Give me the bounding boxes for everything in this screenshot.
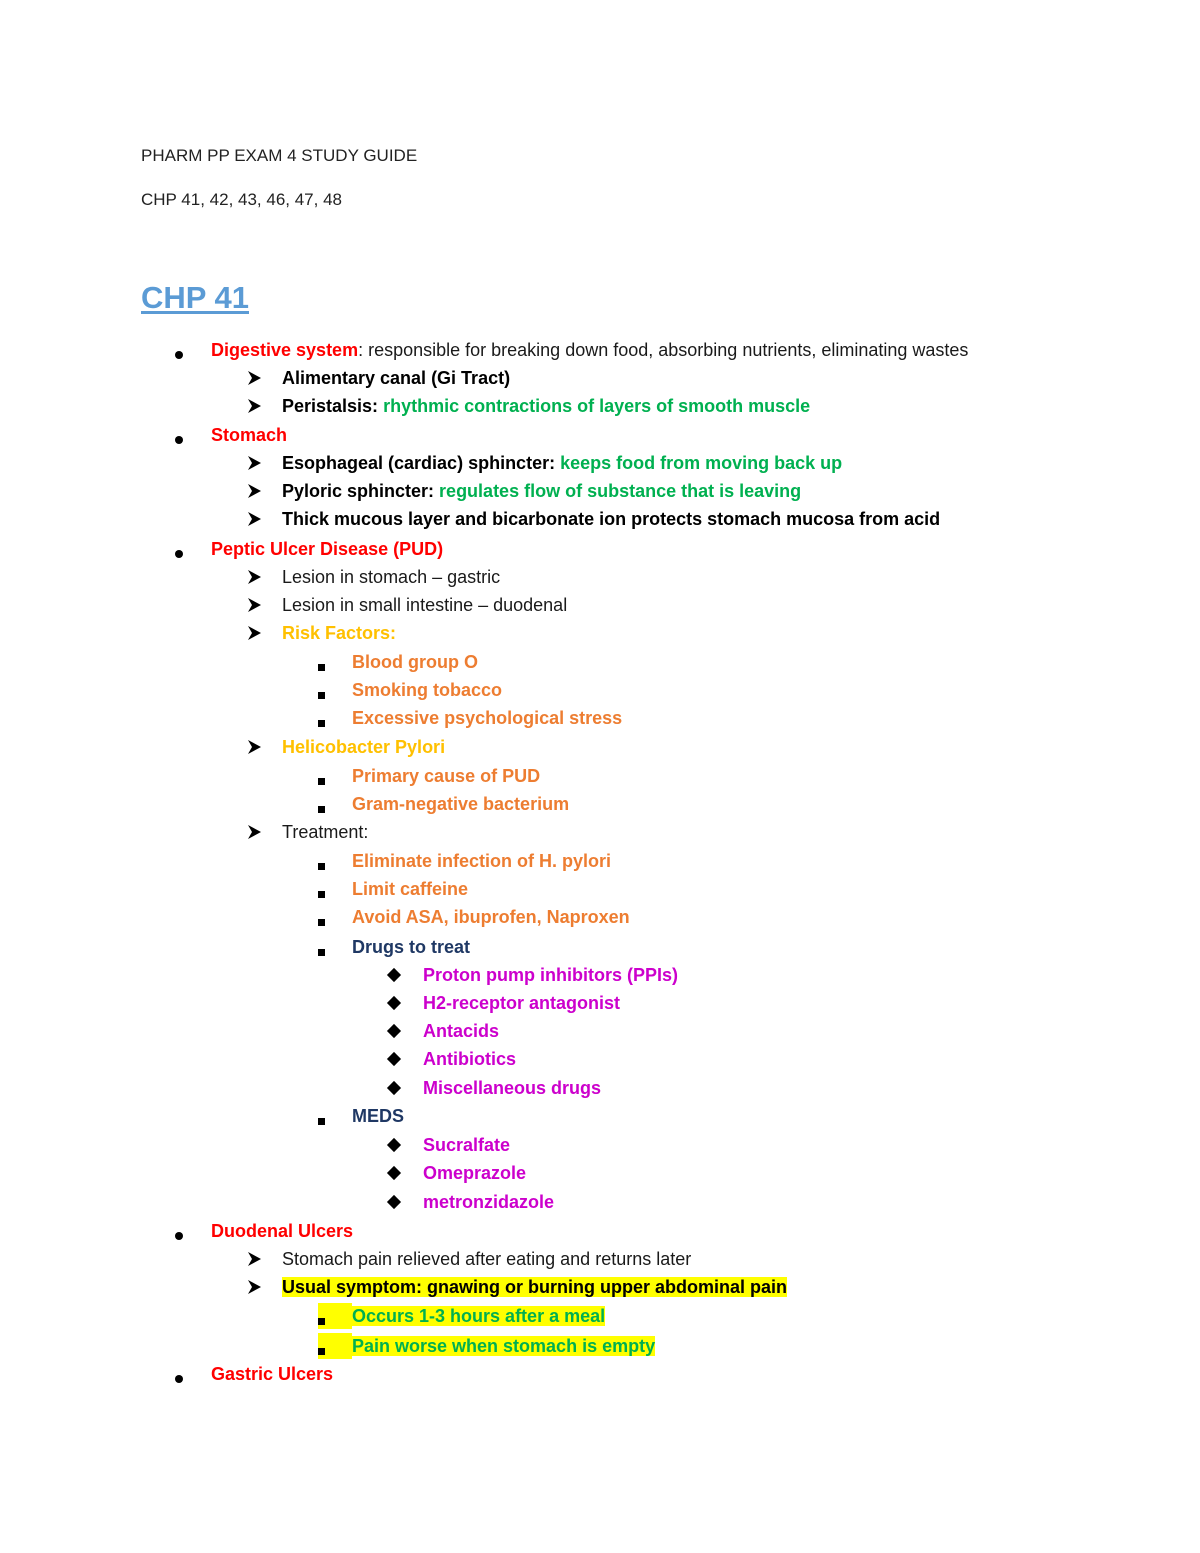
- esophageal-line: [282, 450, 842, 476]
- bullet-dot: [175, 346, 183, 364]
- arrow-bullet-icon: [247, 397, 263, 415]
- symptom-detail-text: Occurs 1-3 hours after a meal: [352, 1306, 606, 1326]
- diamond-bullet-icon: [389, 1023, 399, 1041]
- chapter-list: CHP 41, 42, 43, 46, 47, 48: [141, 190, 342, 209]
- gastric-ulcers-label: Gastric Ulcers: [211, 1364, 334, 1384]
- risk-item: Excessive psychological stress: [352, 708, 623, 728]
- square-bullet: [318, 857, 325, 875]
- risk-item: Smoking tobacco: [352, 680, 503, 700]
- arrow-bullet-icon: [247, 1250, 263, 1268]
- arrow-bullet-icon: [247, 510, 263, 528]
- pyloric-label: Pyloric sphincter:: [282, 481, 440, 501]
- pud-label: Peptic Ulcer Disease (PUD): [211, 539, 444, 559]
- arrow-bullet-icon: [247, 482, 263, 500]
- symptom-detail: [352, 1333, 655, 1359]
- diamond-bullet-icon: [389, 995, 399, 1013]
- drug-item: Proton pump inhibitors (PPIs): [423, 965, 678, 985]
- med-item: metronzidazole: [423, 1192, 555, 1212]
- arrow-bullet-icon: [247, 369, 263, 387]
- bullet-dot: [175, 431, 183, 449]
- treatment-item: Avoid ASA, ibuprofen, Naproxen: [352, 907, 630, 927]
- pain-relieved: Stomach pain relieved after eating and returns later: [282, 1249, 692, 1269]
- drug-item: Antacids: [423, 1021, 500, 1041]
- square-bullet: [318, 714, 325, 732]
- treatment-item: Eliminate infection of H. pylori: [352, 851, 612, 871]
- diamond-bullet-icon: [389, 1051, 399, 1069]
- diamond-bullet-icon: [389, 967, 399, 985]
- treatment-item: Limit caffeine: [352, 879, 469, 899]
- diamond-bullet-icon: [389, 1137, 399, 1155]
- digestive-label: Digestive system: [211, 340, 359, 360]
- document-title: PHARM PP EXAM 4 STUDY GUIDE: [141, 146, 418, 165]
- hpylori-label: Helicobacter Pylori: [282, 737, 446, 757]
- symptom-detail: [352, 1303, 605, 1329]
- square-bullet: [318, 1312, 325, 1330]
- square-bullet: [318, 686, 325, 704]
- arrow-bullet-icon: [247, 624, 263, 642]
- stomach-label: Stomach: [211, 425, 288, 445]
- symptom-detail-text: Pain worse when stomach is empty: [352, 1336, 656, 1356]
- med-item: Sucralfate: [423, 1135, 511, 1155]
- bullet-dot: [175, 1370, 183, 1388]
- alimentary-canal: Alimentary canal (Gi Tract): [282, 368, 511, 388]
- square-bullet: [318, 885, 325, 903]
- digestive-desc: : responsible for breaking down food, absorbing nutrients, eliminating wastes: [358, 340, 969, 360]
- diamond-bullet-icon: [389, 1080, 399, 1098]
- square-bullet: [318, 800, 325, 818]
- square-bullet: [318, 658, 325, 676]
- diamond-bullet-icon: [389, 1194, 399, 1212]
- square-bullet: [318, 913, 325, 931]
- esophageal-desc: keeps food from moving back up: [560, 453, 843, 473]
- diamond-bullet-icon: [389, 1165, 399, 1183]
- drug-item: H2-receptor antagonist: [423, 993, 621, 1013]
- arrow-bullet-icon: [247, 454, 263, 472]
- esophageal-label: Esophageal (cardiac) sphincter:: [282, 453, 561, 473]
- bullet-dot: [175, 545, 183, 563]
- drug-item: Antibiotics: [423, 1049, 516, 1069]
- section-heading: CHP 41: [141, 280, 249, 315]
- drugs-label: Drugs to treat: [352, 937, 471, 957]
- risk-factors-label: Risk Factors:: [282, 623, 397, 643]
- square-bullet: [318, 943, 325, 961]
- square-bullet: [318, 1342, 325, 1360]
- pyloric-desc: regulates flow of substance that is leaving: [439, 481, 802, 501]
- hpylori-item: Gram-negative bacterium: [352, 794, 570, 814]
- pyloric-line: [282, 478, 801, 504]
- meds-label: MEDS: [352, 1106, 405, 1126]
- arrow-bullet-icon: [247, 738, 263, 756]
- arrow-bullet-icon: [247, 596, 263, 614]
- hpylori-item: Primary cause of PUD: [352, 766, 541, 786]
- usual-symptom-text: Usual symptom: gnawing or burning upper abdominal pain: [282, 1277, 788, 1297]
- bullet-dot: [175, 1227, 183, 1245]
- peristalsis-desc: rhythmic contractions of layers of smooth muscle: [383, 396, 811, 416]
- risk-item: Blood group O: [352, 652, 478, 672]
- duodenal-ulcers-label: Duodenal Ulcers: [211, 1221, 354, 1241]
- lesion-gastric: Lesion in stomach – gastric: [282, 567, 501, 587]
- lesion-duodenal: Lesion in small intestine – duodenal: [282, 595, 568, 615]
- square-bullet: [318, 772, 325, 790]
- arrow-bullet-icon: [247, 823, 263, 841]
- peristalsis-line: [282, 393, 810, 419]
- mucous-line: Thick mucous layer and bicarbonate ion protects stomach mucosa from acid: [282, 509, 941, 529]
- square-bullet: [318, 1112, 325, 1130]
- peristalsis-label: Peristalsis:: [282, 396, 384, 416]
- usual-symptom: [282, 1274, 787, 1300]
- arrow-bullet-icon: [247, 1278, 263, 1296]
- digestive-line: [211, 337, 968, 363]
- treatment-label: Treatment:: [282, 822, 369, 842]
- drug-item: Miscellaneous drugs: [423, 1078, 602, 1098]
- med-item: Omeprazole: [423, 1163, 527, 1183]
- arrow-bullet-icon: [247, 568, 263, 586]
